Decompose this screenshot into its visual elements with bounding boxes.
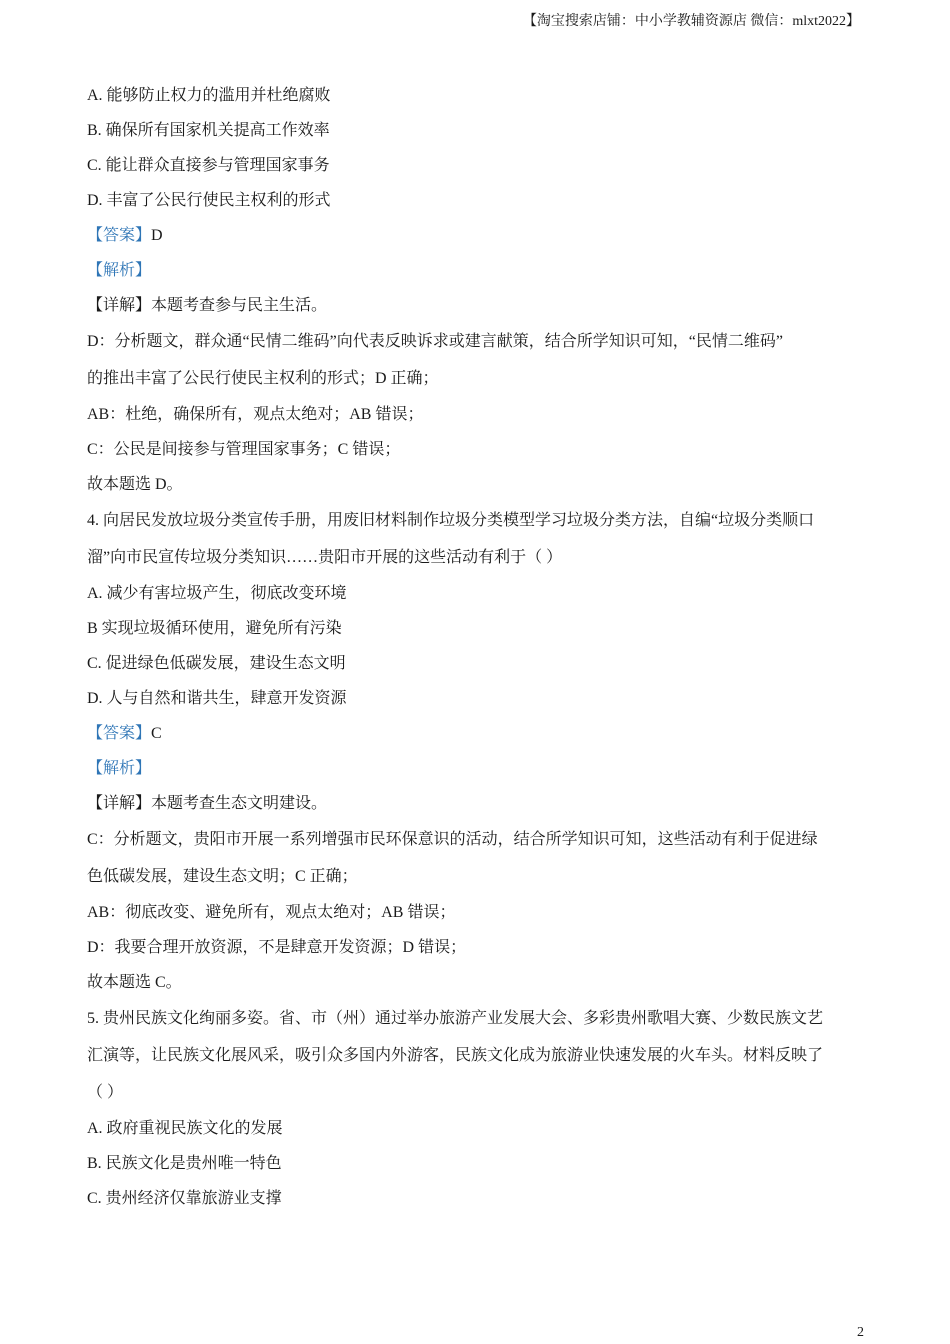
q3-analysis-line: C：公民是间接参与管理国家事务；C 错误；: [87, 441, 401, 458]
q3-option-c: C. 能让群众直接参与管理国家事务: [87, 157, 330, 174]
q3-analysis-line: AB：杜绝，确保所有，观点太绝对；AB 错误；: [87, 406, 424, 423]
answer-tag: 【答案】: [87, 725, 152, 742]
q4-option-c: C. 促进绿色低碳发展，建设生态文明: [87, 655, 346, 672]
q5-stem-line: （ ）: [87, 1084, 124, 1101]
q5-option-a: A. 政府重视民族文化的发展: [87, 1120, 283, 1137]
q3-option-a: A. 能够防止权力的滥用并杜绝腐败: [87, 87, 331, 104]
q3-option-d: D. 丰富了公民行使民主权利的形式: [87, 192, 331, 209]
q5-stem-line: 5. 贵州民族文化绚丽多姿。省、市（州）通过举办旅游产业发展大会、多彩贵州歌唱大赛、少数民族文艺: [87, 1010, 824, 1027]
q5-stem-line: 汇演等，让民族文化展风采，吸引众多国内外游客，民族文化成为旅游业快速发展的火车头。材料反映了: [87, 1047, 824, 1064]
q4-detail: 【详解】本题考查生态文明建设。: [87, 795, 328, 812]
q4-options: [87, 576, 862, 716]
q4-analysis-line: C：分析题文，贵阳市开展一系列增强市民环保意识的活动，结合所学知识可知，这些活动有利于促进绿: [87, 831, 818, 848]
q4-answer: [87, 716, 862, 751]
q4-stem-line: 溜”向市民宣传垃圾分类知识……贵阳市开展的这些活动有利于（ ）: [87, 549, 563, 566]
q4-option-b: B 实现垃圾循环使用，避免所有污染: [87, 620, 342, 637]
q3-answer: [87, 218, 862, 253]
q3-options: [87, 78, 862, 218]
q3-detail: 【详解】本题考查参与民主生活。: [87, 297, 328, 314]
document-body: [87, 78, 862, 1216]
answer-tag: 【答案】: [87, 227, 152, 244]
q3-analysis-line: D：分析题文，群众通“民情二维码”向代表反映诉求或建言献策，结合所学知识可知，“民情二维码”: [87, 333, 783, 350]
page-header: 【淘宝搜索店铺：中小学教辅资源店 微信：mlxt2022】: [522, 14, 860, 29]
page-number: 2: [857, 1325, 864, 1340]
q5-options: [87, 1111, 862, 1216]
q4-stem-line: 4. 向居民发放垃圾分类宣传手册，用废旧材料制作垃圾分类模型学习垃圾分类方法，自编“垃圾分类顺口: [87, 512, 815, 529]
q3-analysis-line: 的推出丰富了公民行使民主权利的形式；D 正确；: [87, 370, 439, 387]
q4-option-a: A. 减少有害垃圾产生，彻底改变环境: [87, 585, 347, 602]
q3-option-b: B. 确保所有国家机关提高工作效率: [87, 122, 330, 139]
q4-analysis-line: 色低碳发展，建设生态文明；C 正确；: [87, 868, 358, 885]
q4-analysis-line: D：我要合理开放资源，不是肆意开发资源；D 错误；: [87, 939, 467, 956]
q4-conclusion: 故本题选 C。: [87, 974, 182, 991]
q4-analysis-tag: 【解析】: [87, 760, 152, 777]
q4-option-d: D. 人与自然和谐共生，肆意开发资源: [87, 690, 347, 707]
answer-value: C: [151, 725, 162, 742]
q3-conclusion: 故本题选 D。: [87, 476, 183, 493]
q3-analysis-tag: 【解析】: [87, 262, 152, 279]
q4-analysis-line: AB：彻底改变、避免所有，观点太绝对；AB 错误；: [87, 904, 456, 921]
q5-option-b: B. 民族文化是贵州唯一特色: [87, 1155, 282, 1172]
answer-value: D: [151, 227, 163, 244]
q5-option-c: C. 贵州经济仅靠旅游业支撑: [87, 1190, 282, 1207]
